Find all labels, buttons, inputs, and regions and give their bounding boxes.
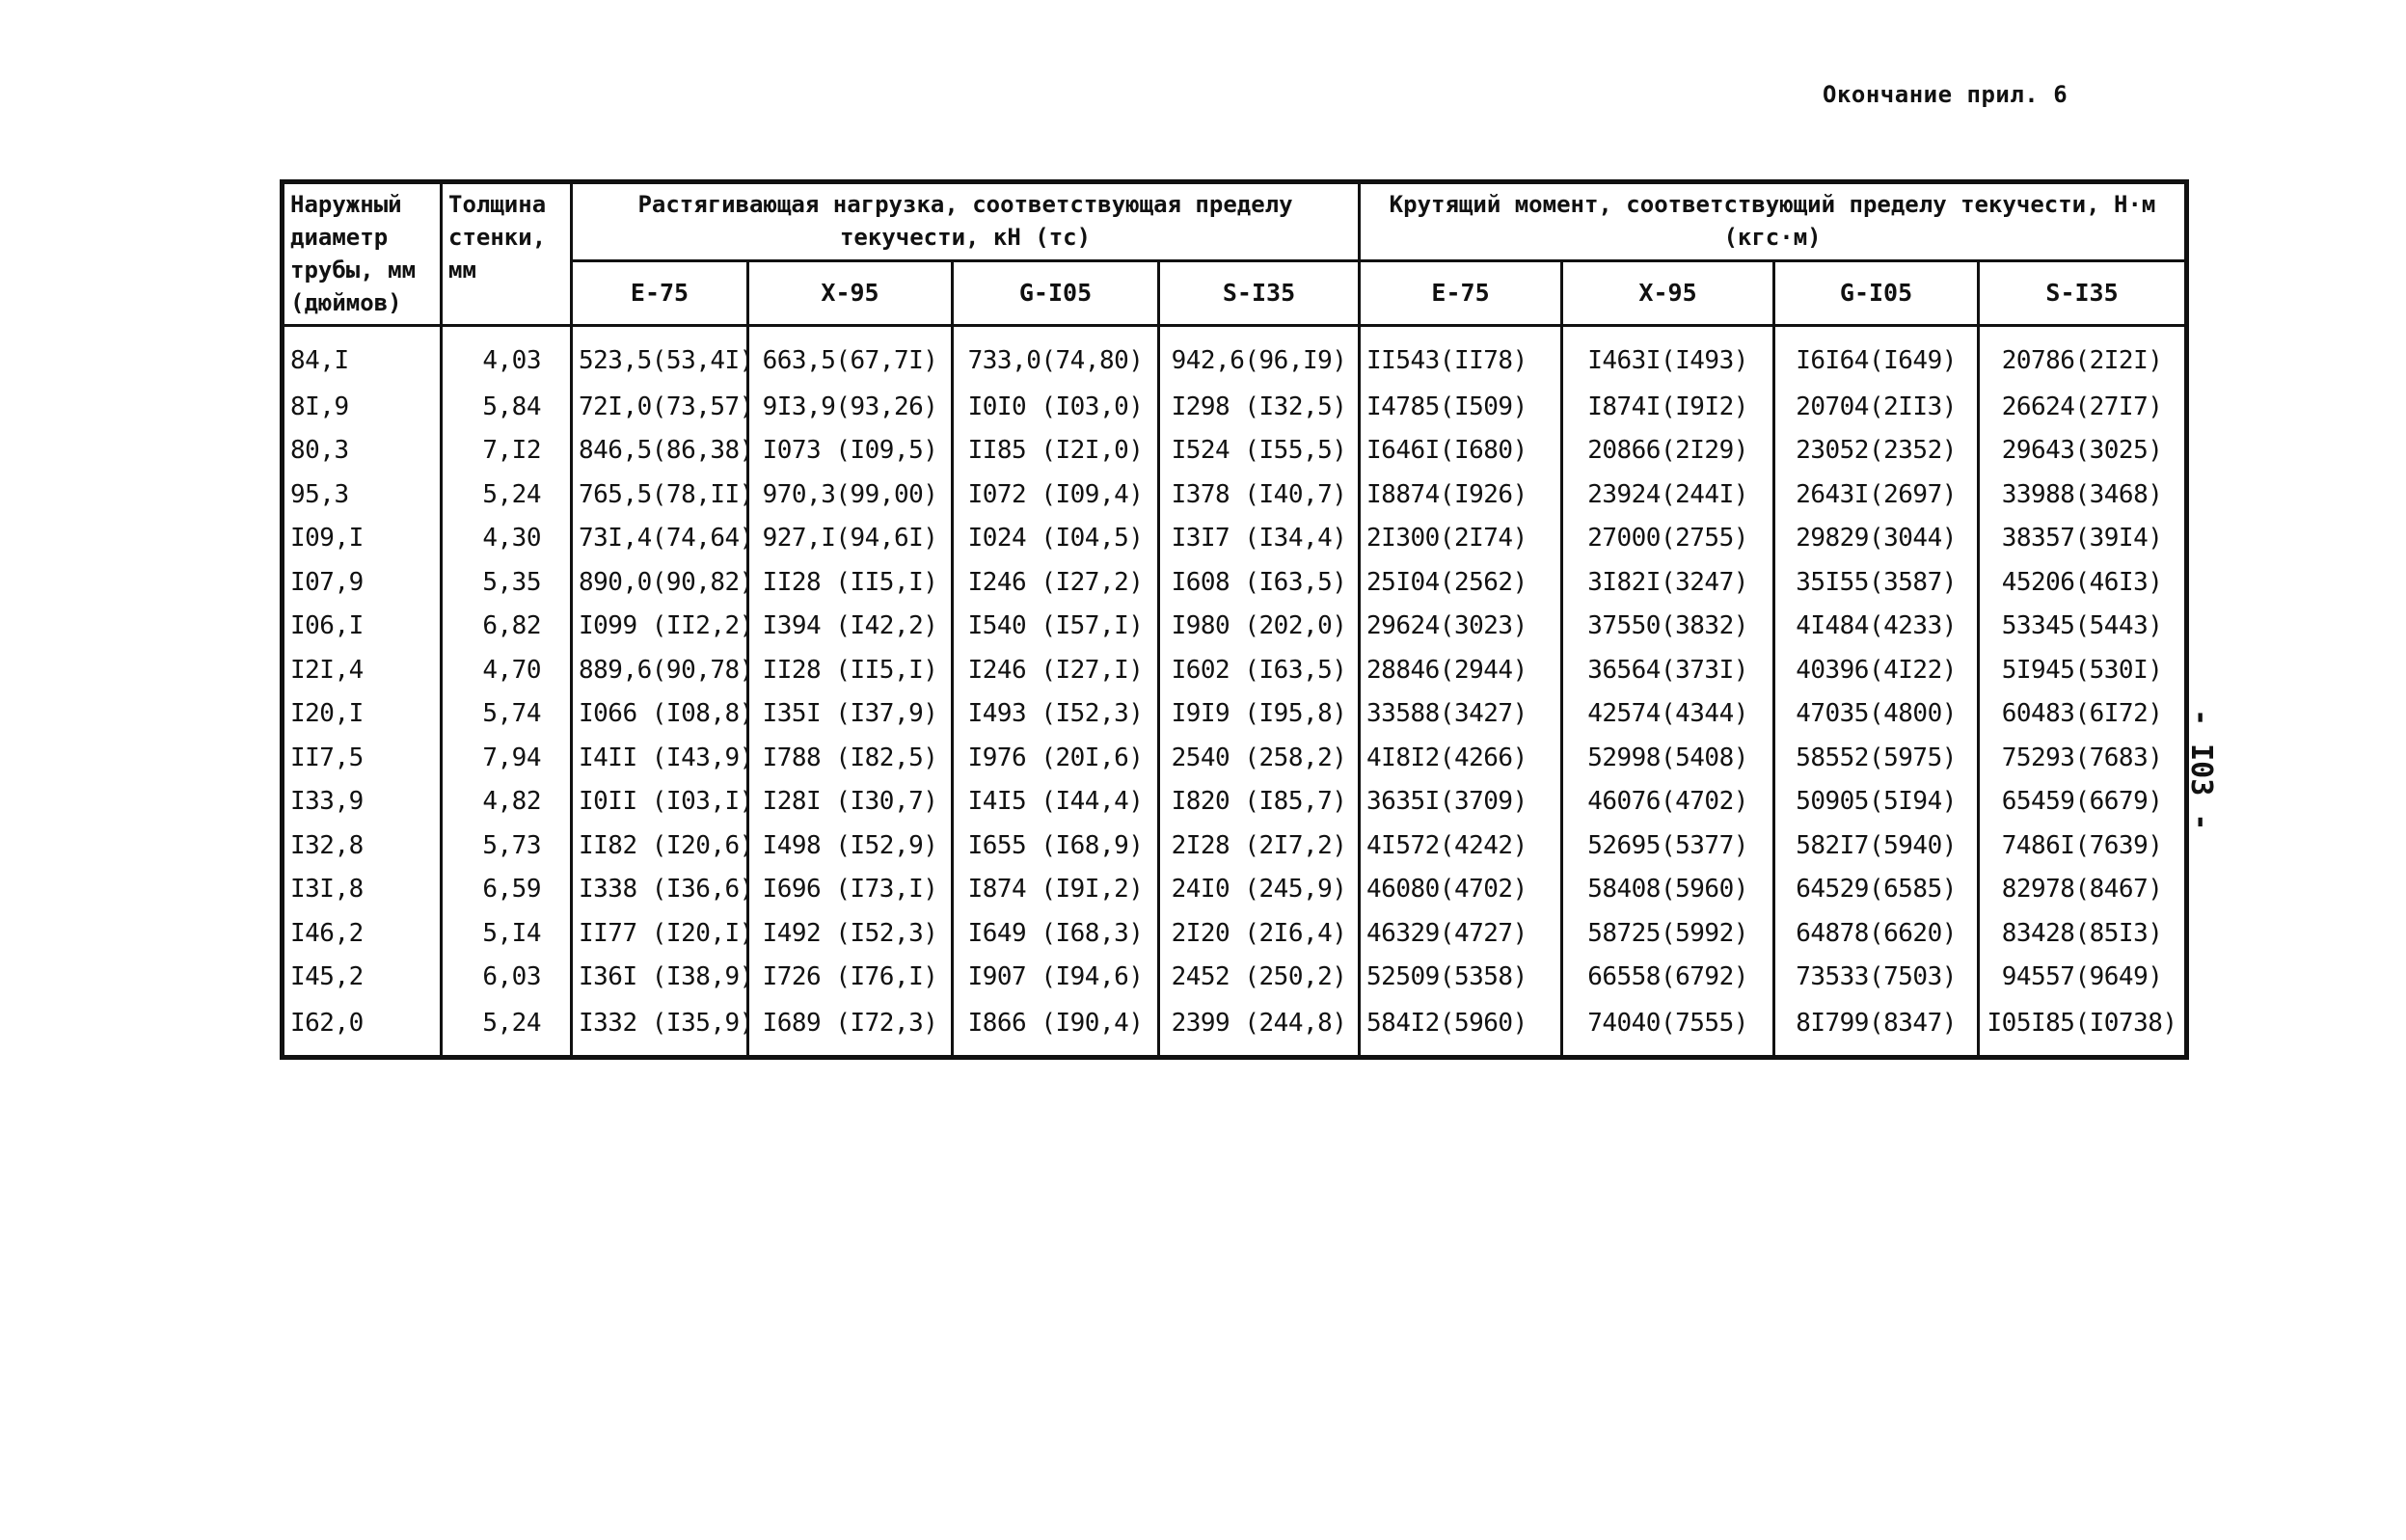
cell-tension-g105: I866 (I90,4) <box>953 999 1159 1058</box>
cell-wall-thickness: 5,35 <box>442 560 572 605</box>
cell-tension-x95: I35I (I37,9) <box>748 692 953 737</box>
cell-torque-x95: 58408(5960) <box>1562 868 1774 912</box>
cell-torque-e75: I646I(I680) <box>1360 429 1562 473</box>
cell-tension-x95: I394 (I42,2) <box>748 605 953 649</box>
cell-tension-e75: I066 (I08,8) <box>572 692 748 737</box>
cell-tension-x95: I492 (I52,3) <box>748 911 953 956</box>
cell-wall-thickness: 5,24 <box>442 473 572 517</box>
cell-tension-s135: I9I9 (I95,8) <box>1159 692 1360 737</box>
cell-tension-g105: II85 (I2I,0) <box>953 429 1159 473</box>
cell-outer-diameter: I09,I <box>283 517 442 561</box>
cell-torque-x95: 27000(2755) <box>1562 517 1774 561</box>
cell-torque-x95: 36564(373I) <box>1562 648 1774 692</box>
cell-tension-e75: I36I (I38,9) <box>572 956 748 1000</box>
cell-tension-s135: I524 (I55,5) <box>1159 429 1360 473</box>
cell-tension-x95: I788 (I82,5) <box>748 736 953 780</box>
cell-torque-e75: 25I04(2562) <box>1360 560 1562 605</box>
cell-tension-s135: 2I20 (2I6,4) <box>1159 911 1360 956</box>
side-page-number: - I03 - <box>2184 709 2218 831</box>
cell-tension-e75: 765,5(78,II) <box>572 473 748 517</box>
table-row <box>283 560 2187 605</box>
cell-tension-x95: I726 (I76,I) <box>748 956 953 1000</box>
cell-torque-s135: 29643(3025) <box>1979 429 2187 473</box>
cell-tension-x95: I689 (I72,3) <box>748 999 953 1058</box>
cell-wall-thickness: 7,I2 <box>442 429 572 473</box>
cell-tension-e75: I4II (I43,9) <box>572 736 748 780</box>
cell-wall-thickness: 6,59 <box>442 868 572 912</box>
table-row <box>283 429 2187 473</box>
table-row <box>283 736 2187 780</box>
cell-tension-g105: I976 (20I,6) <box>953 736 1159 780</box>
table-row <box>283 824 2187 868</box>
cell-tension-x95: I498 (I52,9) <box>748 824 953 868</box>
cell-tension-s135: 2540 (258,2) <box>1159 736 1360 780</box>
cell-outer-diameter: I33,9 <box>283 780 442 824</box>
cell-tension-e75: I0II (I03,I) <box>572 780 748 824</box>
cell-torque-s135: 53345(5443) <box>1979 605 2187 649</box>
cell-torque-e75: 46080(4702) <box>1360 868 1562 912</box>
grade-header: Х-95 <box>1562 261 1774 326</box>
cell-wall-thickness: 4,70 <box>442 648 572 692</box>
cell-torque-e75: 584I2(5960) <box>1360 999 1562 1058</box>
cell-tension-g105: I0I0 (I03,0) <box>953 385 1159 429</box>
cell-torque-e75: 29624(3023) <box>1360 605 1562 649</box>
cell-torque-s135: 33988(3468) <box>1979 473 2187 517</box>
cell-tension-e75: II82 (I20,6) <box>572 824 748 868</box>
cell-torque-x95: 52695(5377) <box>1562 824 1774 868</box>
table-row <box>283 780 2187 824</box>
table-row <box>283 385 2187 429</box>
grade-header: G-I05 <box>953 261 1159 326</box>
cell-tension-e75: 73I,4(74,64) <box>572 517 748 561</box>
cell-tension-e75: 523,5(53,4I) <box>572 326 748 386</box>
cell-torque-g105: 8I799(8347) <box>1774 999 1979 1058</box>
cell-torque-g105: 64529(6585) <box>1774 868 1979 912</box>
cell-outer-diameter: 80,3 <box>283 429 442 473</box>
cell-torque-e75: 33588(3427) <box>1360 692 1562 737</box>
table-body <box>283 326 2187 1058</box>
table-row <box>283 605 2187 649</box>
cell-torque-x95: 3I82I(3247) <box>1562 560 1774 605</box>
cell-tension-s135: I298 (I32,5) <box>1159 385 1360 429</box>
cell-tension-s135: 2I28 (2I7,2) <box>1159 824 1360 868</box>
cell-torque-x95: 42574(4344) <box>1562 692 1774 737</box>
cell-torque-e75: I8874(I926) <box>1360 473 1562 517</box>
cell-torque-e75: 4I572(4242) <box>1360 824 1562 868</box>
cell-tension-s135: I820 (I85,7) <box>1159 780 1360 824</box>
table-row <box>283 911 2187 956</box>
cell-torque-x95: 20866(2I29) <box>1562 429 1774 473</box>
grade-header: Е-75 <box>572 261 748 326</box>
cell-tension-s135: I608 (I63,5) <box>1159 560 1360 605</box>
cell-tension-e75: I338 (I36,6) <box>572 868 748 912</box>
cell-torque-s135: 7486I(7639) <box>1979 824 2187 868</box>
cell-tension-e75: 889,6(90,78) <box>572 648 748 692</box>
cell-tension-x95: II28 (II5,I) <box>748 648 953 692</box>
cell-tension-x95: 970,3(99,00) <box>748 473 953 517</box>
table-row <box>283 868 2187 912</box>
data-table <box>280 179 2189 1060</box>
table-row <box>283 326 2187 386</box>
cell-torque-s135: 94557(9649) <box>1979 956 2187 1000</box>
cell-wall-thickness: 6,82 <box>442 605 572 649</box>
cell-tension-s135: 942,6(96,I9) <box>1159 326 1360 386</box>
cell-tension-e75: 72I,0(73,57) <box>572 385 748 429</box>
grade-header: G-I05 <box>1774 261 1979 326</box>
cell-tension-s135: I378 (I40,7) <box>1159 473 1360 517</box>
cell-tension-s135: 2399 (244,8) <box>1159 999 1360 1058</box>
table-row <box>283 956 2187 1000</box>
cell-torque-e75: I4785(I509) <box>1360 385 1562 429</box>
cell-tension-x95: 9I3,9(93,26) <box>748 385 953 429</box>
cell-torque-g105: I6I64(I649) <box>1774 326 1979 386</box>
cell-torque-g105: 50905(5I94) <box>1774 780 1979 824</box>
cell-torque-x95: 23924(244I) <box>1562 473 1774 517</box>
cell-torque-s135: 75293(7683) <box>1979 736 2187 780</box>
cell-outer-diameter: II7,5 <box>283 736 442 780</box>
cell-outer-diameter: I32,8 <box>283 824 442 868</box>
cell-tension-g105: I655 (I68,9) <box>953 824 1159 868</box>
cell-wall-thickness: 5,84 <box>442 385 572 429</box>
cell-tension-e75: I099 (II2,2) <box>572 605 748 649</box>
cell-torque-s135: 38357(39I4) <box>1979 517 2187 561</box>
grade-header: S-I35 <box>1979 261 2187 326</box>
cell-tension-e75: II77 (I20,I) <box>572 911 748 956</box>
cell-tension-e75: I332 (I35,9) <box>572 999 748 1058</box>
table-row <box>283 648 2187 692</box>
cell-torque-g105: 4I484(4233) <box>1774 605 1979 649</box>
cell-torque-e75: 2I300(2I74) <box>1360 517 1562 561</box>
table-row <box>283 999 2187 1058</box>
cell-tension-x95: 927,I(94,6I) <box>748 517 953 561</box>
cell-tension-g105: I246 (I27,2) <box>953 560 1159 605</box>
header-wall-thickness: Толщина стенки, мм <box>442 182 572 326</box>
page-header-title: Окончание прил. 6 <box>1823 81 2068 108</box>
cell-outer-diameter: 8I,9 <box>283 385 442 429</box>
grade-header: Е-75 <box>1360 261 1562 326</box>
header-tensile-load: Растягивающая нагрузка, соответствующая пределу текучести, кН (тс) <box>572 182 1360 261</box>
cell-torque-e75: 46329(4727) <box>1360 911 1562 956</box>
cell-torque-x95: 66558(6792) <box>1562 956 1774 1000</box>
cell-tension-x95: II28 (II5,I) <box>748 560 953 605</box>
table-row <box>283 517 2187 561</box>
cell-torque-s135: I05I85(I0738) <box>1979 999 2187 1058</box>
cell-torque-s135: 82978(8467) <box>1979 868 2187 912</box>
cell-tension-e75: 890,0(90,82) <box>572 560 748 605</box>
cell-torque-x95: I463I(I493) <box>1562 326 1774 386</box>
cell-torque-g105: 40396(4I22) <box>1774 648 1979 692</box>
cell-torque-e75: II543(II78) <box>1360 326 1562 386</box>
cell-torque-g105: 47035(4800) <box>1774 692 1979 737</box>
cell-torque-s135: 5I945(530I) <box>1979 648 2187 692</box>
cell-torque-g105: 35I55(3587) <box>1774 560 1979 605</box>
cell-outer-diameter: I46,2 <box>283 911 442 956</box>
cell-wall-thickness: 5,I4 <box>442 911 572 956</box>
cell-outer-diameter: 95,3 <box>283 473 442 517</box>
cell-torque-s135: 83428(85I3) <box>1979 911 2187 956</box>
cell-tension-s135: I602 (I63,5) <box>1159 648 1360 692</box>
cell-tension-g105: I4I5 (I44,4) <box>953 780 1159 824</box>
cell-wall-thickness: 6,03 <box>442 956 572 1000</box>
cell-wall-thickness: 4,03 <box>442 326 572 386</box>
table-row <box>283 473 2187 517</box>
cell-torque-g105: 58552(5975) <box>1774 736 1979 780</box>
cell-torque-x95: 46076(4702) <box>1562 780 1774 824</box>
cell-outer-diameter: I45,2 <box>283 956 442 1000</box>
cell-tension-g105: I649 (I68,3) <box>953 911 1159 956</box>
cell-wall-thickness: 7,94 <box>442 736 572 780</box>
cell-tension-s135: I980 (202,0) <box>1159 605 1360 649</box>
table-row <box>283 692 2187 737</box>
cell-torque-g105: 23052(2352) <box>1774 429 1979 473</box>
cell-torque-g105: 64878(6620) <box>1774 911 1979 956</box>
cell-outer-diameter: I2I,4 <box>283 648 442 692</box>
cell-torque-s135: 60483(6I72) <box>1979 692 2187 737</box>
table-header-row <box>283 182 2187 261</box>
cell-torque-e75: 3635I(3709) <box>1360 780 1562 824</box>
cell-tension-s135: 2452 (250,2) <box>1159 956 1360 1000</box>
cell-outer-diameter: I20,I <box>283 692 442 737</box>
cell-tension-g105: I024 (I04,5) <box>953 517 1159 561</box>
cell-torque-x95: 52998(5408) <box>1562 736 1774 780</box>
cell-tension-s135: I3I7 (I34,4) <box>1159 517 1360 561</box>
cell-tension-g105: I907 (I94,6) <box>953 956 1159 1000</box>
cell-tension-s135: 24I0 (245,9) <box>1159 868 1360 912</box>
cell-torque-e75: 28846(2944) <box>1360 648 1562 692</box>
cell-torque-x95: I874I(I9I2) <box>1562 385 1774 429</box>
grade-header: S-I35 <box>1159 261 1360 326</box>
header-diameter: Наружный диаметр трубы, мм (дюймов) <box>283 182 442 326</box>
cell-torque-g105: 20704(2II3) <box>1774 385 1979 429</box>
cell-torque-s135: 20786(2I2I) <box>1979 326 2187 386</box>
cell-tension-g105: I246 (I27,I) <box>953 648 1159 692</box>
cell-outer-diameter: 84,I <box>283 326 442 386</box>
cell-torque-x95: 58725(5992) <box>1562 911 1774 956</box>
cell-torque-x95: 37550(3832) <box>1562 605 1774 649</box>
cell-torque-s135: 26624(27I7) <box>1979 385 2187 429</box>
cell-outer-diameter: I07,9 <box>283 560 442 605</box>
cell-wall-thickness: 4,82 <box>442 780 572 824</box>
cell-outer-diameter: I3I,8 <box>283 868 442 912</box>
cell-tension-g105: I072 (I09,4) <box>953 473 1159 517</box>
cell-torque-g105: 2643I(2697) <box>1774 473 1979 517</box>
cell-outer-diameter: I06,I <box>283 605 442 649</box>
cell-wall-thickness: 5,74 <box>442 692 572 737</box>
cell-torque-s135: 45206(46I3) <box>1979 560 2187 605</box>
cell-tension-g105: I540 (I57,I) <box>953 605 1159 649</box>
cell-tension-x95: I28I (I30,7) <box>748 780 953 824</box>
grade-header: Х-95 <box>748 261 953 326</box>
cell-outer-diameter: I62,0 <box>283 999 442 1058</box>
cell-tension-x95: I696 (I73,I) <box>748 868 953 912</box>
cell-torque-e75: 4I8I2(4266) <box>1360 736 1562 780</box>
cell-torque-e75: 52509(5358) <box>1360 956 1562 1000</box>
cell-tension-g105: I874 (I9I,2) <box>953 868 1159 912</box>
cell-tension-g105: I493 (I52,3) <box>953 692 1159 737</box>
cell-tension-e75: 846,5(86,38) <box>572 429 748 473</box>
cell-tension-x95: I073 (I09,5) <box>748 429 953 473</box>
cell-torque-g105: 29829(3044) <box>1774 517 1979 561</box>
header-torque: Крутящий момент, соответствующий пределу текучести, Н·м (кгс·м) <box>1360 182 2187 261</box>
cell-torque-s135: 65459(6679) <box>1979 780 2187 824</box>
cell-tension-g105: 733,0(74,80) <box>953 326 1159 386</box>
cell-wall-thickness: 5,73 <box>442 824 572 868</box>
cell-tension-x95: 663,5(67,7I) <box>748 326 953 386</box>
cell-wall-thickness: 5,24 <box>442 999 572 1058</box>
cell-torque-g105: 582I7(5940) <box>1774 824 1979 868</box>
cell-torque-g105: 73533(7503) <box>1774 956 1979 1000</box>
cell-torque-x95: 74040(7555) <box>1562 999 1774 1058</box>
cell-wall-thickness: 4,30 <box>442 517 572 561</box>
